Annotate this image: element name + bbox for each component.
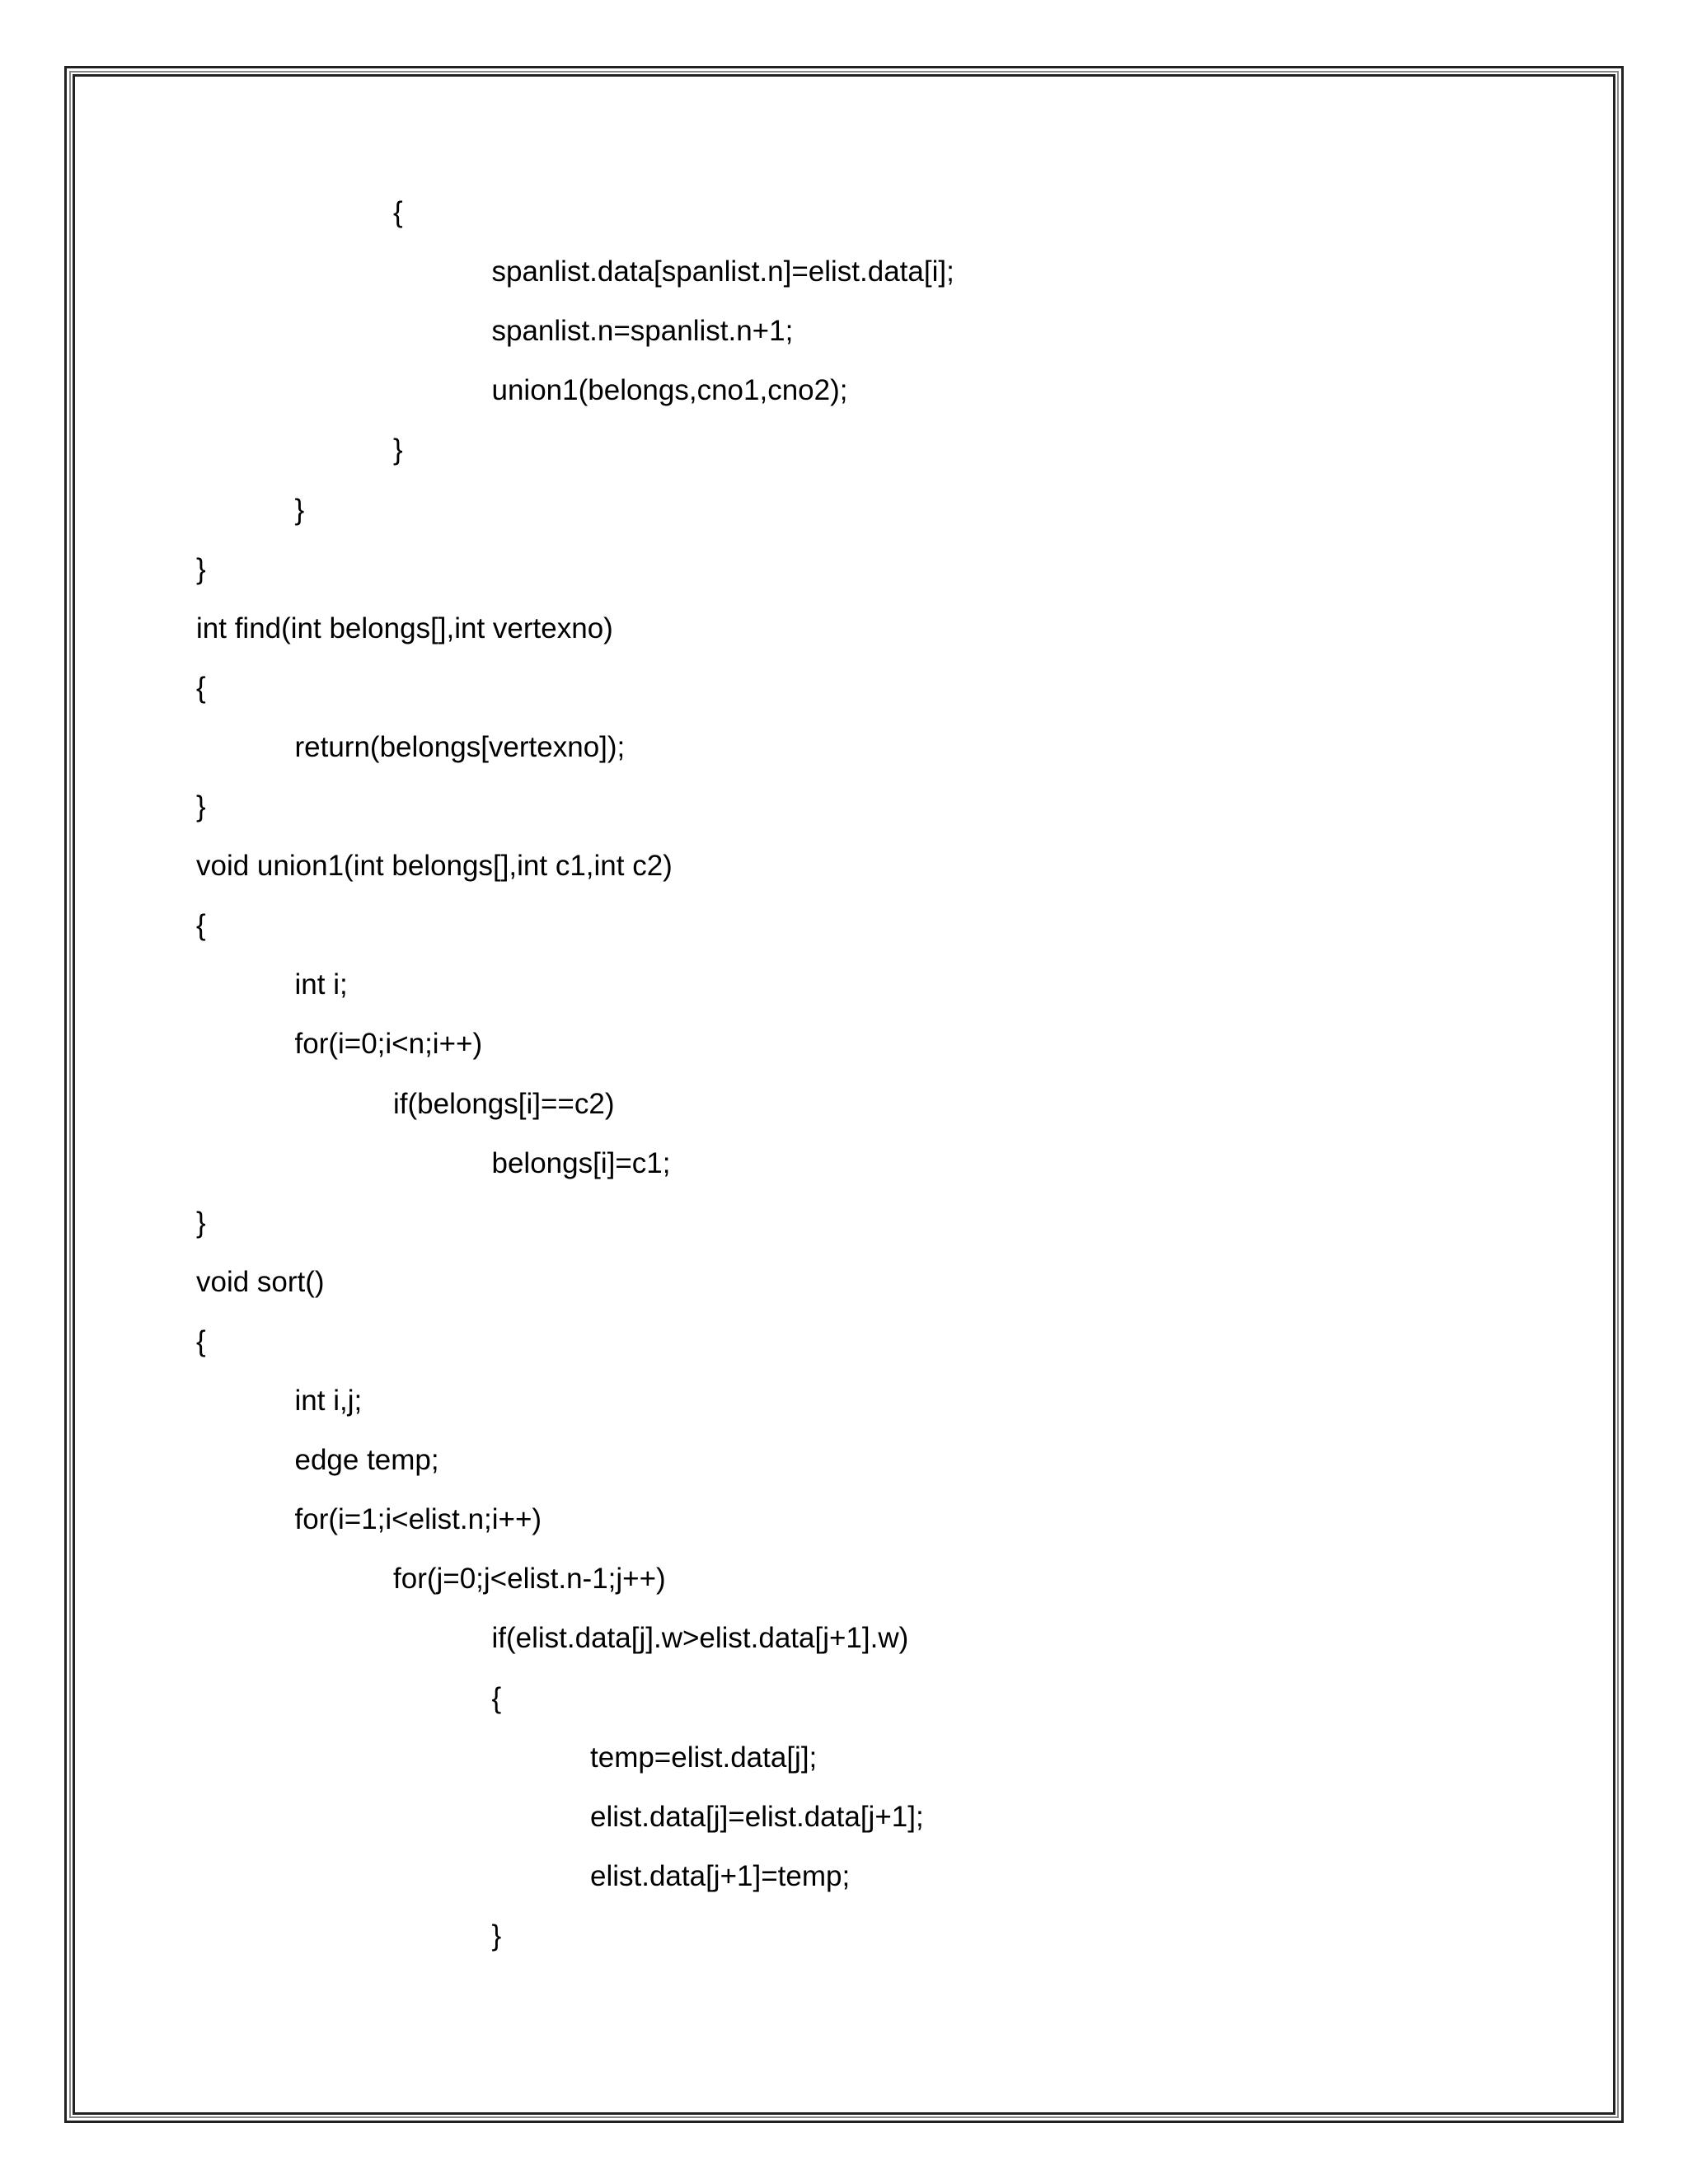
code-line: }	[196, 790, 206, 823]
code-line: for(i=1;i<elist.n;i++)	[294, 1503, 542, 1536]
code-line: for(i=0;i<n;i++)	[294, 1028, 483, 1061]
code-line: edge temp;	[294, 1444, 439, 1477]
code-line: }	[491, 1919, 502, 1952]
code-line: for(j=0;j<elist.n-1;j++)	[393, 1563, 666, 1596]
code-line: int i;	[294, 968, 348, 1001]
code-line: if(belongs[i]==c2)	[393, 1087, 615, 1120]
code-line: spanlist.data[spanlist.n]=elist.data[i];	[491, 255, 954, 288]
code-line: union1(belongs,cno1,cno2);	[491, 374, 848, 407]
code-line: {	[196, 1324, 206, 1357]
code-line: }	[196, 552, 206, 585]
code-line: if(elist.data[j].w>elist.data[j+1].w)	[491, 1622, 909, 1655]
code-line: int find(int belongs[],int vertexno)	[196, 612, 613, 644]
code-line: return(belongs[vertexno]);	[294, 730, 626, 763]
code-line: {	[196, 671, 206, 704]
code-line: }	[393, 434, 403, 466]
code-line: int i,j;	[294, 1385, 363, 1417]
code-line: elist.data[j]=elist.data[j+1];	[590, 1800, 924, 1833]
code-line: spanlist.n=spanlist.n+1;	[491, 315, 794, 348]
code-line: temp=elist.data[j];	[590, 1741, 818, 1774]
code-line: void sort()	[196, 1265, 325, 1298]
code-line: void union1(int belongs[],int c1,int c2)	[196, 850, 673, 883]
code-line: belongs[i]=c1;	[491, 1146, 671, 1179]
code-line: elist.data[j+1]=temp;	[590, 1859, 851, 1892]
code-line: {	[491, 1681, 502, 1714]
code-line: {	[393, 196, 403, 228]
code-line: {	[196, 909, 206, 942]
code-line: }	[294, 493, 305, 526]
code-line: }	[196, 1206, 206, 1239]
